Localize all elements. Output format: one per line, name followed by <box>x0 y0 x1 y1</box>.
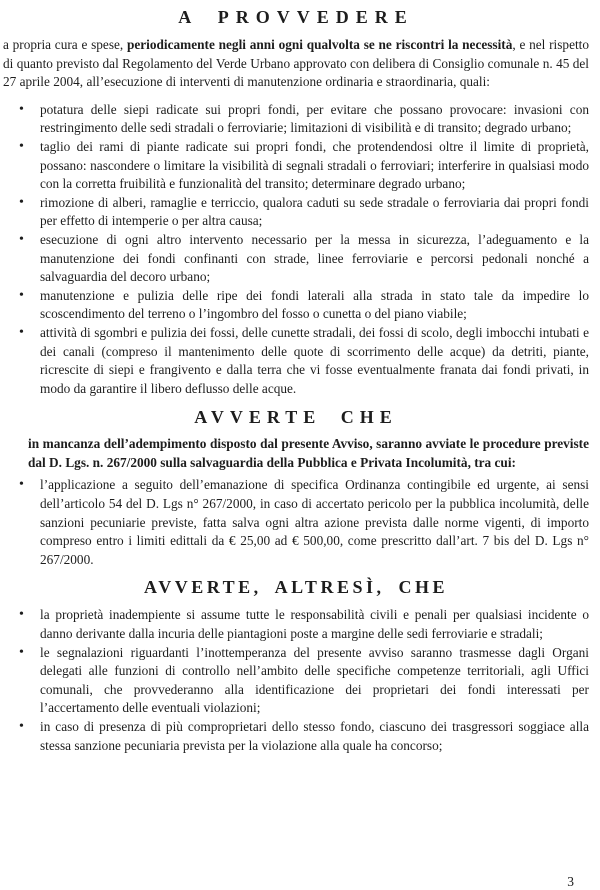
list-item: • l’applicazione a seguito dell’emanazione di specifica Ordinanza contingibile ed urgente, ai sensi dell’articolo 54 del D. Lgs n° 267/2000, in caso di accertato pericolo per la pubblica incolumità, delle sanzioni pecuniarie previste, fatta salva ogni altra azione prevista dalle norme vigenti, di importo compreso entro i limiti edittali da € 25,00 ad € 500,00, come prescritto dall’art. 7 bis del D. Lgs n° 267/2000. <box>40 476 589 569</box>
section-heading-avverte: AVVERTE CHE <box>194 407 398 428</box>
intro-text-bold: periodicamente negli anni ogni qualvolta se ne riscontri la necessità <box>126 37 513 52</box>
list-item: • esecuzione di ogni altro intervento necessario per la messa in sicurezza, l’adeguamento e la manutenzione dei fondi confinanti con strade, linee ferroviarie e percorsi pedonali nonché a salvaguardia del decoro urbano; <box>40 231 589 287</box>
list-item: • in caso di presenza di più comproprietari dello stesso fondo, ciascuno dei trasgressori soggiace alla stessa sanzione pecuniaria prevista per la violazione alla quale ha concorso; <box>40 718 589 755</box>
list-item: • la proprietà inadempiente si assume tutte le responsabilità civili e penali per qualsiasi incidente o danno derivante dalla incuria delle piantagioni poste a margine delle sedi ferroviarie e stradali; <box>40 606 589 643</box>
maintenance-obligations-list <box>3 101 589 399</box>
intro-paragraph <box>3 36 589 92</box>
list-item: • rimozione di alberi, ramaglie e terriccio, qualora caduti su sede stradale o ferroviaria dai propri fondi per effetto di intemperie o per altra causa; <box>40 194 589 231</box>
avverte-sanctions-list <box>3 476 589 569</box>
intro-text-normal-2: , e nel rispetto di quanto previsto dal Regolamento del Verde Urbano approvato con delibera di Consiglio comunale n. 45 del 27 aprile 2004, all’esecuzione di interventi di manutenzione ordinaria e straordinaria, quali: <box>3 37 590 90</box>
intro-text-normal-1: a propria cura e spese, <box>3 37 127 52</box>
list-item: • potatura delle siepi radicate sui propri fondi, per evitare che possano provocare: invasioni con restringimento delle sedi stradali o ferroviarie; limitazioni di visibilità e di transito; degrado urbano; <box>40 101 589 138</box>
list-item: • le segnalazioni riguardanti l’inottemperanza del presente avviso saranno trasmesse dagli Organi delegati alle funzioni di controllo nell’ambito delle specifiche competenze territoriali, agli Uffici comunali, che provvederanno alla identificazione dei proprietari dei fondi interessati per l’accertamento delle eventuali violazioni; <box>40 644 589 718</box>
list-item: • attività di sgombri e pulizia dei fossi, delle cunette stradali, dei fossi di scolo, degli imbocchi intubati e dei canali (compreso il mantenimento delle quote di scorrimento delle acque) da detriti, piante, ricrescite di siepi e frangivento e dalla terra che vi fosse eventualmente franata dai fondi privati, in modo da garantire il libero deflusso delle acque. <box>40 324 589 398</box>
altresi-provisions-list <box>3 606 589 755</box>
section-heading-altresi: AVVERTE, ALTRESÌ, CHE <box>144 577 448 598</box>
list-item: • taglio dei rami di piante radicate sui propri fondi, che protendendosi oltre il limite di proprietà, possano: nascondere o limitare la visibilità di segnali stradali o ferroviari; interferire in qualsiasi modo con la corretta fruibilità e funzionalità del transito; determinare degrado urbano; <box>40 138 589 194</box>
avverte-notice-paragraph: in mancanza dell’adempimento disposto dal presente Avviso, saranno avviate le procedure previste dal D. Lgs. n. 267/2000 sulla salvaguardia della Pubblica e Privata Incolumità, tra cui: <box>28 436 589 470</box>
section-heading-provvedere: A PROVVEDERE <box>178 7 414 27</box>
list-item: • manutenzione e pulizia delle ripe dei fondi laterali alla strada in stato tale da impedire lo scoscendimento del terreno o l’ingombro del fosso o cunetta o del piano viabile; <box>40 287 589 324</box>
page-number: 3 <box>567 874 574 889</box>
